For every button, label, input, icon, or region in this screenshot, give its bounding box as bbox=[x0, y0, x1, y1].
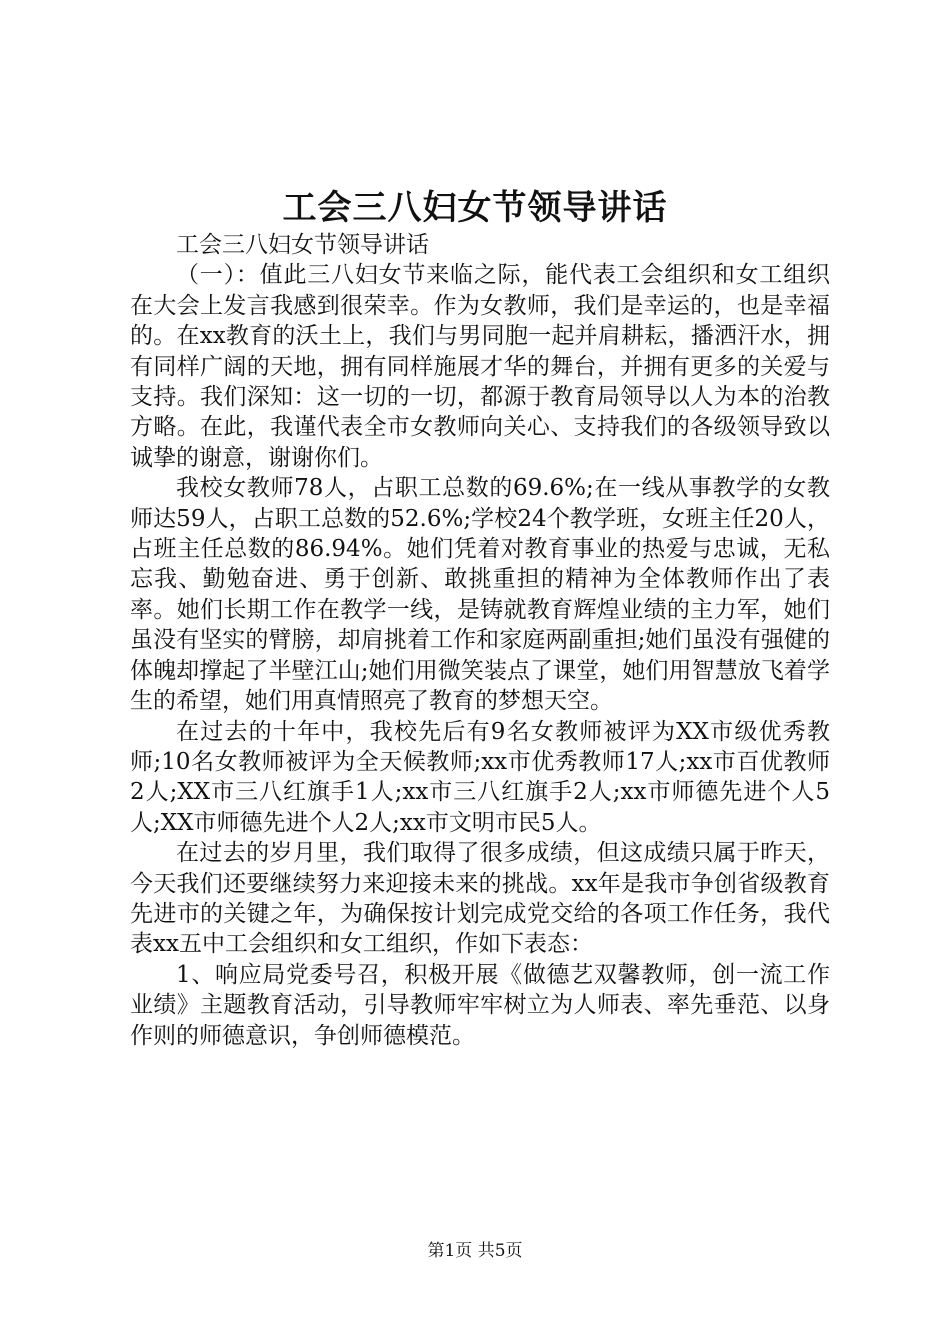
page-footer: 第1页 共5页 bbox=[427, 1241, 523, 1261]
paragraph-item-1: 1、响应局党委号召，积极开展《做德艺双馨教师，创一流工作业绩》主题教育活动，引导教师牢牢树立为人师表、率先垂范、以身作则的师德意识，争创师德模范。 bbox=[130, 961, 830, 1049]
document-title: 工会三八妇女节领导讲话 bbox=[282, 188, 668, 228]
paragraph-honors: 在过去的十年中，我校先后有9名女教师被评为XX市级优秀教师;10名女教师被评为全天候教师;xx市优秀教师17人;xx市百优教师2人;XX市三八红旗手1人;xx市三八红旗手2人;xx市师德先进个人5人;XX市师德先进个人2人;xx市文明市民5人。 bbox=[130, 718, 830, 836]
paragraph-statistics: 我校女教师78人，占职工总数的69.6%;在一线从事教学的女教师达59人，占职工总数的52.6%;学校24个教学班，女班主任20人，占班主任总数的86.94%。她们凭着对教育事业的热爱与忠诚，无私忘我、勤勉奋进、勇于创新、敢挑重担的精神为全体教师作出了表率。她们长期工作在教学一线，是铸就教育辉煌业绩的主力军，她们虽没有坚实的臂膀，却肩挑着工作和家庭两副重担;她们虽没有强健的体魄却撑起了半壁江山;她们用微笑装点了课堂，她们用智慧放飞着学生的希望，她们用真情照亮了教育的梦想天空。 bbox=[130, 475, 830, 715]
paragraph-commitment: 在过去的岁月里，我们取得了很多成绩，但这成绩只属于昨天，今天我们还要继续努力来迎接未来的挑战。xx年是我市争创省级教育先进市的关键之年，为确保按计划完成党交给的各项工作任务，我代表xx五中工会组织和女工组织，作如下表态： bbox=[130, 840, 830, 958]
document-subtitle: 工会三八妇女节领导讲话 bbox=[176, 232, 429, 258]
paragraph-intro: （一）：值此三八妇女节来临之际，能代表工会组织和女工组织在大会上发言我感到很荣幸。作为女教师，我们是幸运的，也是幸福的。在xx教育的沃土上，我们与男同胞一起并肩耕耘，播洒汗水，拥有同样广阔的天地，拥有同样施展才华的舞台，并拥有更多的关爱与支持。我们深知：这一切的一切，都源于教育局领导以人为本的治教方略。在此，我谨代表全市女教师向关心、支持我们的各级领导致以诚挚的谢意，谢谢你们。 bbox=[130, 262, 830, 471]
document-body bbox=[130, 230, 830, 1051]
